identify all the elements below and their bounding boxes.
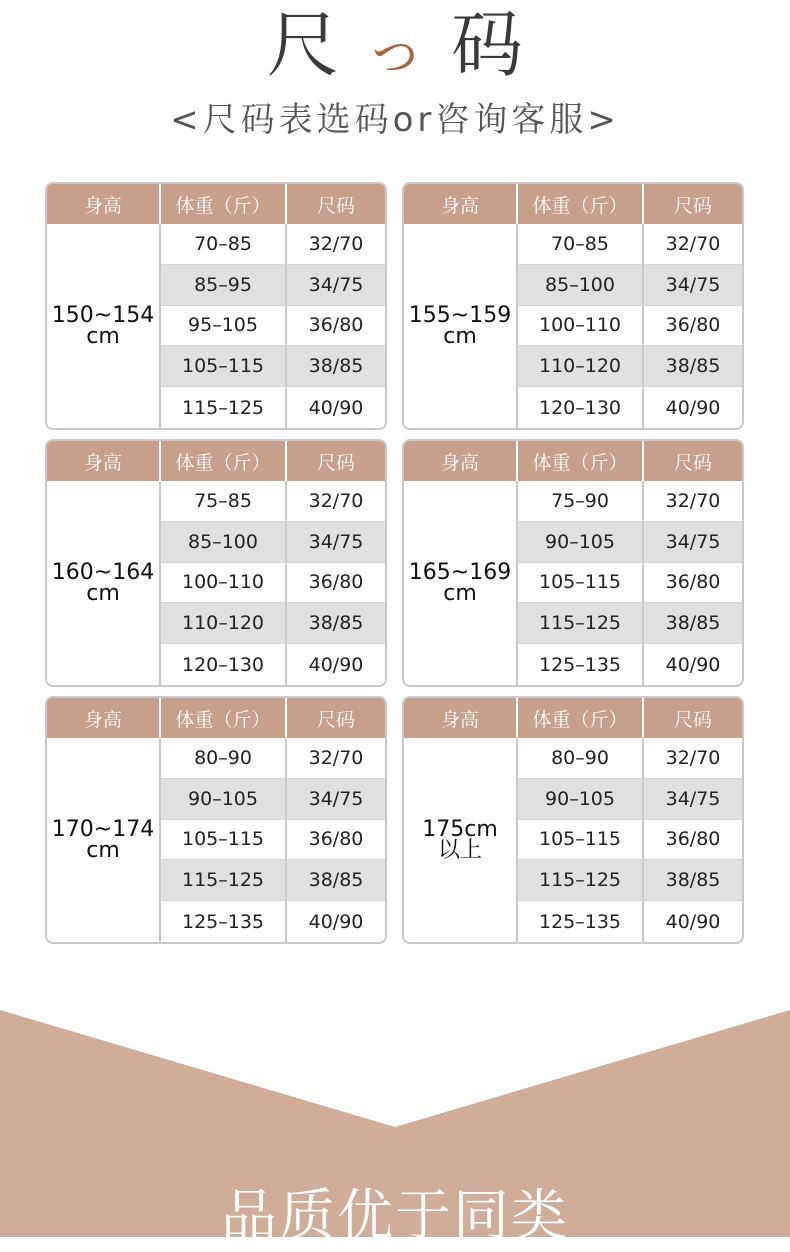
table-header	[47, 441, 385, 481]
height-range: 155~159	[408, 303, 512, 328]
weight-cell: 75–85	[161, 481, 287, 521]
size-cell: 34/75	[665, 273, 721, 296]
weight-cell: 80–90	[161, 738, 287, 778]
header-weight: 体重（斤）	[161, 184, 287, 224]
table-row	[161, 779, 385, 820]
header-height: 身高	[47, 441, 161, 481]
weight-cell: 70–85	[518, 224, 644, 264]
table-row	[518, 346, 742, 387]
header-size: 尺码	[673, 194, 712, 217]
title-char-chi: 尺	[266, 3, 339, 87]
height-cell	[404, 481, 518, 685]
height-cell	[47, 738, 161, 942]
table-row	[518, 387, 742, 428]
table-row	[161, 901, 385, 942]
size-cell: 34/75	[308, 530, 364, 553]
size-table	[45, 439, 387, 687]
height-unit: cm	[86, 838, 120, 863]
header-weight: 体重（斤）	[518, 698, 644, 738]
weight-cell: 125–135	[518, 901, 644, 942]
table-row	[161, 346, 385, 387]
weight-cell: 75–90	[518, 481, 644, 521]
table-row	[518, 265, 742, 306]
table-row	[518, 820, 742, 861]
weight-cell: 100–110	[518, 306, 644, 346]
weight-cell: 110–120	[518, 346, 644, 386]
header-size: 尺码	[316, 194, 355, 217]
weight-cell: 85–100	[161, 522, 287, 562]
table-body	[404, 481, 742, 685]
size-table	[402, 182, 744, 430]
table-row	[161, 265, 385, 306]
size-cell: 34/75	[665, 530, 721, 553]
height-cell	[47, 224, 161, 428]
size-cell: 36/80	[308, 314, 364, 337]
size-cell: 32/70	[308, 489, 364, 512]
size-cell: 38/85	[308, 612, 364, 635]
table-row	[161, 644, 385, 685]
size-cell: 36/80	[665, 571, 721, 594]
header-height: 身高	[47, 184, 161, 224]
weight-cell: 85–100	[518, 265, 644, 305]
size-cell: 38/85	[308, 355, 364, 378]
size-cell: 32/70	[665, 489, 721, 512]
title-decoration: っ	[365, 16, 425, 86]
size-cell: 40/90	[665, 910, 721, 933]
weight-cell: 120–130	[161, 644, 287, 685]
weight-cell: 105–115	[518, 820, 644, 860]
weight-cell: 115–125	[161, 860, 287, 900]
table-header	[47, 698, 385, 738]
rows	[518, 738, 742, 942]
header-weight: 体重（斤）	[161, 441, 287, 481]
table-row	[518, 603, 742, 644]
table-row	[518, 901, 742, 942]
table-row	[518, 306, 742, 347]
weight-cell: 115–125	[161, 387, 287, 428]
header-height: 身高	[47, 698, 161, 738]
banner-text: 品质优于同类	[221, 1184, 569, 1249]
size-cell: 38/85	[308, 869, 364, 892]
weight-cell: 90–105	[161, 779, 287, 819]
table-row	[161, 306, 385, 347]
height-range: 170~174	[51, 817, 155, 842]
size-cell: 40/90	[665, 396, 721, 419]
height-range: 150~154	[51, 303, 155, 328]
weight-cell: 70–85	[161, 224, 287, 264]
size-cell: 40/90	[308, 396, 364, 419]
table-row	[518, 738, 742, 779]
header-size: 尺码	[673, 708, 712, 731]
weight-cell: 105–115	[161, 346, 287, 386]
weight-cell: 105–115	[161, 820, 287, 860]
table-body	[404, 224, 742, 428]
table-body	[47, 738, 385, 942]
header-height: 身高	[404, 698, 518, 738]
header-height: 身高	[404, 184, 518, 224]
table-row	[518, 644, 742, 685]
weight-cell: 115–125	[518, 860, 644, 900]
size-cell: 34/75	[308, 273, 364, 296]
weight-cell: 90–105	[518, 522, 644, 562]
rows	[518, 481, 742, 685]
table-row	[161, 563, 385, 604]
size-cell: 38/85	[665, 869, 721, 892]
header-height: 身高	[404, 441, 518, 481]
header-weight: 体重（斤）	[161, 698, 287, 738]
table-row	[161, 820, 385, 861]
height-cell	[404, 738, 518, 942]
weight-cell: 110–120	[161, 603, 287, 643]
size-cell: 40/90	[665, 653, 721, 676]
table-body	[47, 224, 385, 428]
size-table	[402, 696, 744, 944]
table-row	[518, 563, 742, 604]
height-unit: cm	[86, 324, 120, 349]
table-row	[161, 603, 385, 644]
table-body	[404, 738, 742, 942]
height-range: 175cm	[422, 817, 498, 842]
table-row	[161, 481, 385, 522]
weight-cell: 105–115	[518, 563, 644, 603]
height-range: 160~164	[51, 560, 155, 585]
header-size: 尺码	[673, 451, 712, 474]
weight-cell: 80–90	[518, 738, 644, 778]
table-row	[161, 387, 385, 428]
size-table	[402, 439, 744, 687]
header-weight: 体重（斤）	[518, 184, 644, 224]
weight-cell: 125–135	[161, 901, 287, 942]
header-weight: 体重（斤）	[518, 441, 644, 481]
table-header	[404, 698, 742, 738]
size-cell: 34/75	[665, 787, 721, 810]
height-cell	[47, 481, 161, 685]
size-cell: 34/75	[308, 787, 364, 810]
table-row	[161, 224, 385, 265]
size-cell: 32/70	[665, 232, 721, 255]
rows	[161, 481, 385, 685]
size-cell: 32/70	[308, 746, 364, 769]
weight-cell: 100–110	[161, 563, 287, 603]
table-row	[518, 224, 742, 265]
table-header	[47, 184, 385, 224]
height-unit: cm	[86, 581, 120, 606]
height-range: 165~169	[408, 560, 512, 585]
size-cell: 40/90	[308, 653, 364, 676]
table-row	[161, 860, 385, 901]
size-cell: 38/85	[665, 355, 721, 378]
table-row	[518, 481, 742, 522]
weight-cell: 115–125	[518, 603, 644, 643]
weight-cell: 120–130	[518, 387, 644, 428]
height-cell	[404, 224, 518, 428]
table-row	[518, 860, 742, 901]
size-cell: 38/85	[665, 612, 721, 635]
rows	[161, 738, 385, 942]
table-header	[404, 441, 742, 481]
size-table	[45, 182, 387, 430]
height-unit: cm	[443, 581, 477, 606]
table-header	[404, 184, 742, 224]
table-row	[161, 738, 385, 779]
rows	[161, 224, 385, 428]
size-cell: 36/80	[308, 828, 364, 851]
size-table	[45, 696, 387, 944]
size-cell: 40/90	[308, 910, 364, 933]
height-unit: 以上	[437, 838, 482, 863]
weight-cell: 90–105	[518, 779, 644, 819]
size-cell: 32/70	[308, 232, 364, 255]
header-size: 尺码	[316, 451, 355, 474]
title-char-ma: 码	[451, 3, 524, 87]
size-cell: 36/80	[665, 314, 721, 337]
weight-cell: 85–95	[161, 265, 287, 305]
page-title	[0, 0, 790, 90]
rows	[518, 224, 742, 428]
table-body	[47, 481, 385, 685]
height-unit: cm	[443, 324, 477, 349]
weight-cell: 95–105	[161, 306, 287, 346]
table-row	[518, 522, 742, 563]
size-cell: 36/80	[665, 828, 721, 851]
page-subtitle: <尺码表选码or咨询客服>	[170, 100, 620, 140]
size-cell: 32/70	[665, 746, 721, 769]
table-row	[161, 522, 385, 563]
header-size: 尺码	[316, 708, 355, 731]
weight-cell: 125–135	[518, 644, 644, 685]
size-cell: 36/80	[308, 571, 364, 594]
table-row	[518, 779, 742, 820]
